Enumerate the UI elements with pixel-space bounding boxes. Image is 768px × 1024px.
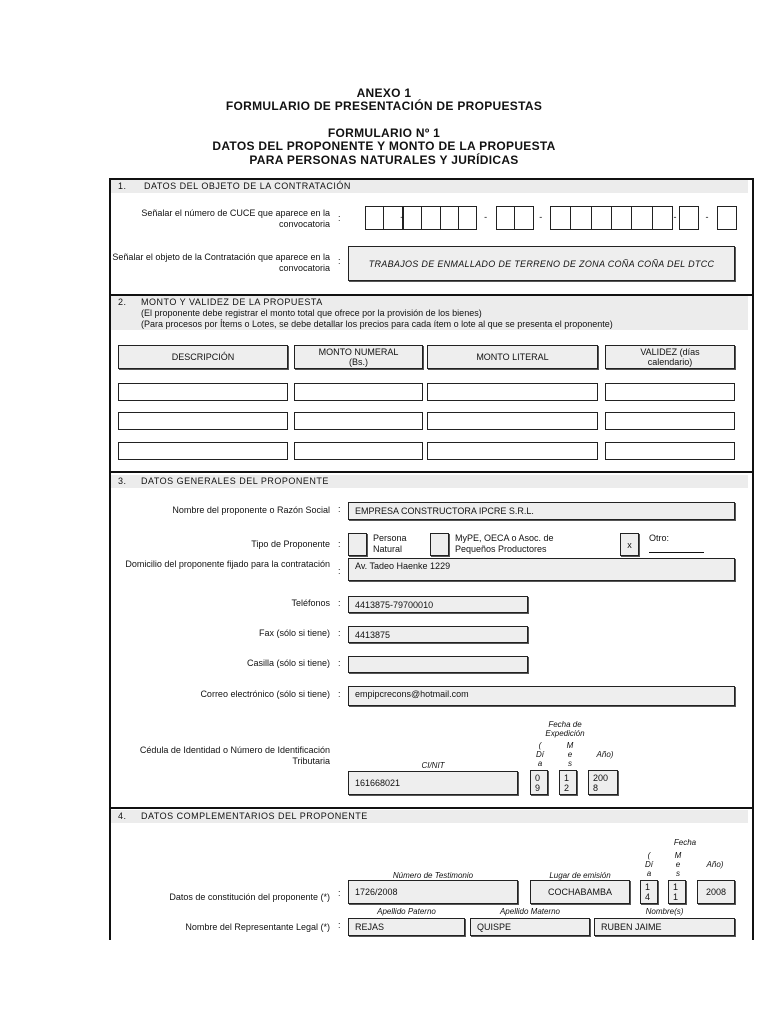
otro-checkbox[interactable]: x xyxy=(620,533,639,556)
nombres-header: Nombre(s) xyxy=(645,907,684,916)
paterno-header: Apellido Paterno xyxy=(377,907,436,916)
colon: : xyxy=(338,566,341,576)
persona-natural-label: Persona Natural xyxy=(373,533,407,554)
form-number: FORMULARIO Nº 1 xyxy=(327,126,441,140)
nombres-field[interactable]: RUBEN JAIME xyxy=(594,918,735,936)
domicilio-label: Domicilio del proponente fijado para la contratación xyxy=(125,559,330,569)
materno-field[interactable]: QUISPE xyxy=(470,918,590,936)
colon: : xyxy=(338,213,341,223)
fax-field[interactable]: 4413875 xyxy=(348,626,528,643)
ci-label: Cédula de Identidad o Número de Identificación Tributaria xyxy=(139,745,330,766)
mes-header: M e s xyxy=(674,851,682,878)
table-cell[interactable] xyxy=(427,383,598,401)
testimonio-header: Número de Testimonio xyxy=(392,871,474,880)
table-cell[interactable] xyxy=(605,412,735,430)
mes-field[interactable]: 1 1 xyxy=(668,880,686,904)
section-2-header: 2. MONTO Y VALIDEZ DE LA PROPUESTA (El proponente debe registrar el monto total que ofrece por la provisión de los bienes) (Para procesos por Ítems o Lotes, se debe detallar los precios para cada ítem o lote al que se presenta el proponente) xyxy=(111,296,748,330)
cuce-digit-box[interactable] xyxy=(458,206,477,230)
cuce-digit-box[interactable] xyxy=(717,206,737,230)
telefonos-field[interactable]: 4413875-79700010 xyxy=(348,596,528,613)
colon: : xyxy=(338,504,341,514)
tipo-label: Tipo de Proponente xyxy=(251,539,330,549)
divider xyxy=(109,807,752,809)
colon: : xyxy=(338,256,341,266)
cuce-separator: - xyxy=(400,212,404,222)
section-3-header: 3. DATOS GENERALES DEL PROPONENTE xyxy=(111,475,748,488)
cuce-digit-box[interactable] xyxy=(652,206,673,230)
lugar-field[interactable]: COCHABAMBA xyxy=(530,880,630,904)
colon: : xyxy=(338,888,341,898)
table-cell[interactable] xyxy=(118,442,288,460)
nombre-field[interactable]: EMPRESA CONSTRUCTORA IPCRE S.R.L. xyxy=(348,502,735,520)
colon: : xyxy=(338,539,341,549)
annex-title: ANEXO 1 xyxy=(356,86,412,100)
correo-field[interactable]: empipcrecons@hotmail.com xyxy=(348,686,735,706)
testimonio-field[interactable]: 1726/2008 xyxy=(348,880,518,904)
cuce-separator: - xyxy=(673,212,677,222)
form-subtitle-2: PARA PERSONAS NATURALES Y JURÍDICAS xyxy=(249,153,519,167)
telefonos-label: Teléfonos xyxy=(291,598,330,608)
anio-header: Año) xyxy=(596,750,614,759)
cuce-digit-box[interactable] xyxy=(440,206,459,230)
table-cell[interactable] xyxy=(294,442,423,460)
cuce-digit-box[interactable] xyxy=(631,206,652,230)
dia-field[interactable]: 1 4 xyxy=(640,880,658,904)
section-1-header: 1. DATOS DEL OBJETO DE LA CONTRATACIÓN xyxy=(111,180,748,193)
cuce-separator: - xyxy=(539,212,543,222)
cuce-digit-box[interactable] xyxy=(496,206,515,230)
persona-natural-checkbox[interactable] xyxy=(348,533,367,556)
casilla-label: Casilla (sólo si tiene) xyxy=(246,658,330,668)
dia-header: ( Dí a xyxy=(536,741,544,768)
anio-header: Año) xyxy=(706,860,724,869)
col-monto-numeral: MONTO NUMERAL (Bs.) xyxy=(294,345,423,369)
cuce-digit-box[interactable] xyxy=(570,206,591,230)
mype-checkbox[interactable] xyxy=(430,533,449,556)
table-cell[interactable] xyxy=(294,383,423,401)
anio-field[interactable]: 2008 xyxy=(697,880,735,904)
cuce-separator: - xyxy=(705,212,709,222)
casilla-field[interactable] xyxy=(348,656,528,673)
cuce-digit-box[interactable] xyxy=(611,206,632,230)
objeto-label: Señalar el objeto de la Contratación que aparece en la convocatoria xyxy=(112,252,330,273)
lugar-header: Lugar de emisión xyxy=(549,871,611,880)
colon: : xyxy=(338,598,341,608)
divider xyxy=(109,471,752,473)
cuce-separator: - xyxy=(484,212,488,222)
colon: : xyxy=(338,658,341,668)
table-cell[interactable] xyxy=(118,383,288,401)
constitucion-label: Datos de constitución del proponente (*) xyxy=(169,892,330,902)
table-cell[interactable] xyxy=(427,412,598,430)
dia-field[interactable]: 0 9 xyxy=(530,770,548,795)
nombre-label: Nombre del proponente o Razón Social xyxy=(172,505,330,515)
cuce-digit-box[interactable] xyxy=(421,206,440,230)
cuce-digit-box[interactable] xyxy=(365,206,384,230)
domicilio-field[interactable]: Av. Tadeo Haenke 1229 xyxy=(348,558,735,581)
mes-header: M e s xyxy=(566,741,574,768)
table-cell[interactable] xyxy=(427,442,598,460)
cuce-digit-box[interactable] xyxy=(679,206,699,230)
table-cell[interactable] xyxy=(294,412,423,430)
table-cell[interactable] xyxy=(605,383,735,401)
objeto-field[interactable]: TRABAJOS DE ENMALLADO DE TERRENO DE ZONA COÑA COÑA DEL DTCC xyxy=(348,246,735,281)
mes-field[interactable]: 1 2 xyxy=(559,770,577,795)
colon: : xyxy=(338,628,341,638)
colon: : xyxy=(338,689,341,699)
ci-header: CI/NIT xyxy=(421,761,445,770)
form-title: FORMULARIO DE PRESENTACIÓN DE PROPUESTAS xyxy=(225,99,543,113)
fecha-expedicion-header: Fecha de Expedición xyxy=(545,720,585,738)
cuce-digit-box[interactable] xyxy=(591,206,612,230)
cuce-digit-box[interactable] xyxy=(403,206,422,230)
table-cell[interactable] xyxy=(605,442,735,460)
dia-header: ( Dí a xyxy=(645,851,653,878)
mype-label: MyPE, OECA o Asoc. de Pequeños Productores xyxy=(455,533,554,554)
paterno-field[interactable]: REJAS xyxy=(348,918,465,936)
col-monto-literal: MONTO LITERAL xyxy=(427,345,598,369)
anio-field[interactable]: 200 8 xyxy=(588,770,618,795)
colon: : xyxy=(338,920,341,930)
section-4-header: 4. DATOS COMPLEMENTARIOS DEL PROPONENTE xyxy=(111,810,748,823)
materno-header: Apellido Materno xyxy=(499,907,561,916)
form-subtitle: DATOS DEL PROPONENTE Y MONTO DE LA PROPUESTA xyxy=(212,139,556,153)
ci-field[interactable]: 161668021 xyxy=(348,771,518,795)
correo-label: Correo electrónico (sólo si tiene) xyxy=(200,689,330,699)
col-descripcion: DESCRIPCIÓN xyxy=(118,345,288,369)
col-validez: VALIDEZ (días calendario) xyxy=(605,345,735,369)
representante-label: Nombre del Representante Legal (*) xyxy=(185,922,330,932)
fax-label: Fax (sólo si tiene) xyxy=(258,628,330,638)
fecha-header: Fecha xyxy=(673,838,697,847)
cuce-label: Señalar el número de CUCE que aparece en la convocatoria xyxy=(141,208,330,229)
table-cell[interactable] xyxy=(118,412,288,430)
otro-field[interactable]: Otro: xyxy=(649,533,704,553)
cuce-digit-box[interactable] xyxy=(550,206,571,230)
cuce-digit-box[interactable] xyxy=(514,206,533,230)
